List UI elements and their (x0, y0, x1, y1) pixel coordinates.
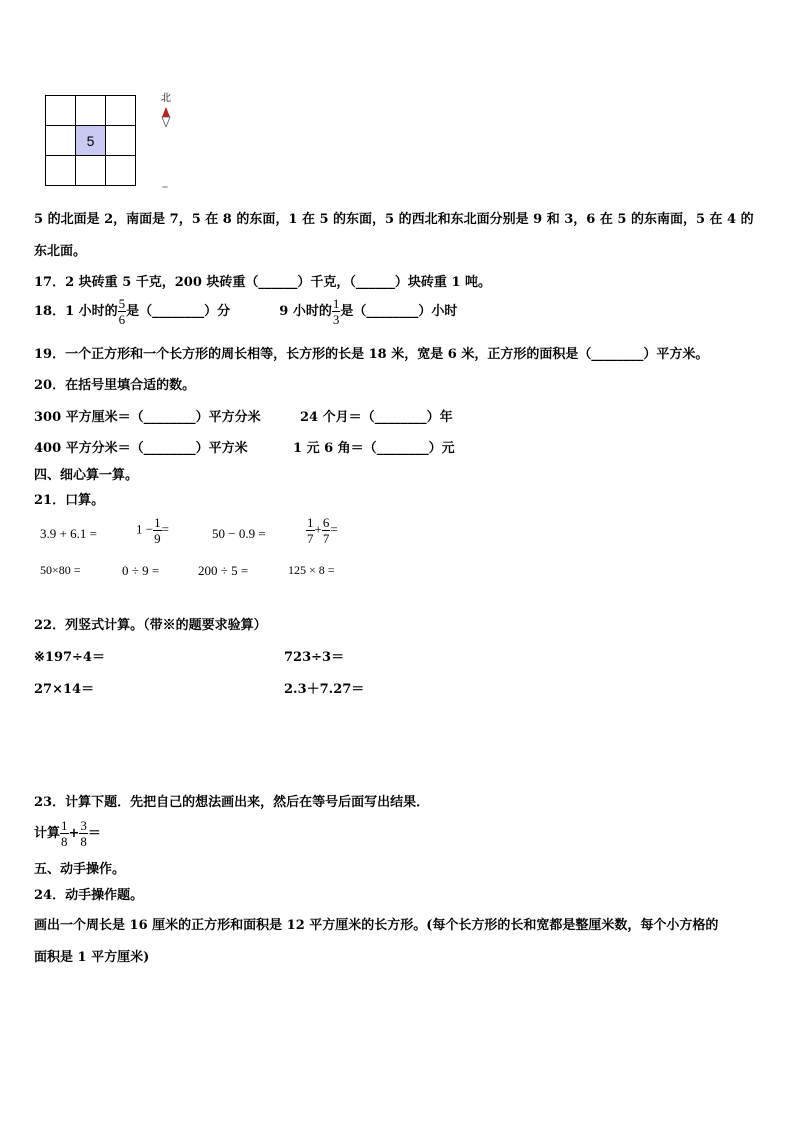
q20-row1b: 24 个月＝（________）年 (300, 410, 453, 425)
grid-center-cell: 5 (76, 126, 106, 156)
q22-problem1: ※197÷4＝ (34, 650, 105, 665)
q21-expr6: 0 ÷ 9 = (122, 563, 160, 578)
q19-text: 19．一个正方形和一个长方形的周长相等，长方形的长是 18 米，宽是 6 米，正方形的面积是（________）平方米。 (34, 347, 709, 362)
q16-line1: 5 的北面是 2，南面是 7，5 在 8 的东面，1 在 5 的东面，5 的西北和东北面分别是 9 和 3，6 在 5 的东南面，5 在 4 的 (34, 212, 754, 227)
q21-expr4: $\frac{1}{7}$ + $\frac{6}{7}$ = (307, 515, 338, 546)
fraction-6-7: $\frac{6}{7}$ (322, 515, 330, 546)
q21-expr5: 50×80 = (40, 563, 81, 577)
fraction-5-6: $\frac{5}{6}$ (118, 296, 126, 327)
q21-expr2: 1 − $\frac{1}{9}$ = (136, 515, 169, 546)
q21-expr8: 125 × 8 = (288, 563, 335, 577)
section5-title: 五、动手操作。 (34, 862, 126, 877)
q20-row2a: 400 平方分米＝（________）平方米 (34, 441, 248, 456)
compass-tail (162, 186, 168, 188)
q21-expr1: 3.9 + 6.1 = (40, 526, 97, 541)
compass-arrow-icon (158, 107, 174, 127)
q21-expr7: 200 ÷ 5 = (198, 563, 249, 578)
compass-north-label: 北 (161, 93, 171, 104)
q24-line1: 画出一个周长是 16 厘米的正方形和面积是 12 平方厘米的长方形。(每个长方形的长和宽都是整厘米数，每个小方格的 (34, 918, 719, 933)
fraction-1-8: $\frac{1}{8}$ (61, 818, 68, 849)
q18: 18．1 小时的 $\frac{5}{6}$ 是（________）分 9 小时的 $\frac{1}{3}$ 是（________）小时 (34, 296, 458, 327)
q21-expr3: 50 − 0.9 = (212, 526, 266, 541)
q23-expression: 计算 $\frac{1}{8}$ + $\frac{3}{8}$ ＝ (34, 818, 101, 849)
q17-text: 17．2 块砖重 5 千克，200 块砖重（______）千克，（______）块砖重 1 吨。 (34, 275, 492, 290)
q20-title: 20．在括号里填合适的数。 (34, 378, 196, 393)
q20-row2b: 1 元 6 角＝（________）元 (293, 441, 455, 456)
q20-row1a: 300 平方厘米＝（________）平方分米 (34, 410, 261, 425)
q16-line2: 东北面。 (34, 244, 87, 259)
fraction-1-3: $\frac{1}{3}$ (332, 296, 340, 327)
direction-grid (45, 95, 136, 186)
section4-title: 四、细心算一算。 (34, 468, 139, 483)
q22-problem4: 2.3＋7.27＝ (284, 682, 365, 697)
fraction-3-8: $\frac{3}{8}$ (80, 818, 87, 849)
compass (158, 94, 174, 194)
q21-title: 21．口算。 (34, 493, 105, 508)
q22-problem3: 27×14＝ (34, 682, 95, 697)
q22-problem2: 723÷3＝ (284, 650, 345, 665)
fraction-1-9: $\frac{1}{9}$ (154, 515, 161, 546)
q24-title: 24．动手操作题。 (34, 888, 144, 903)
fraction-1-7: $\frac{1}{7}$ (307, 515, 314, 546)
q24-line2: 面积是 1 平方厘米) (34, 950, 150, 965)
q23-title: 23．计算下题．先把自己的想法画出来，然后在等号后面写出结果． (34, 795, 430, 810)
q22-title: 22．列竖式计算。（带※的题要求验算） (34, 618, 267, 633)
